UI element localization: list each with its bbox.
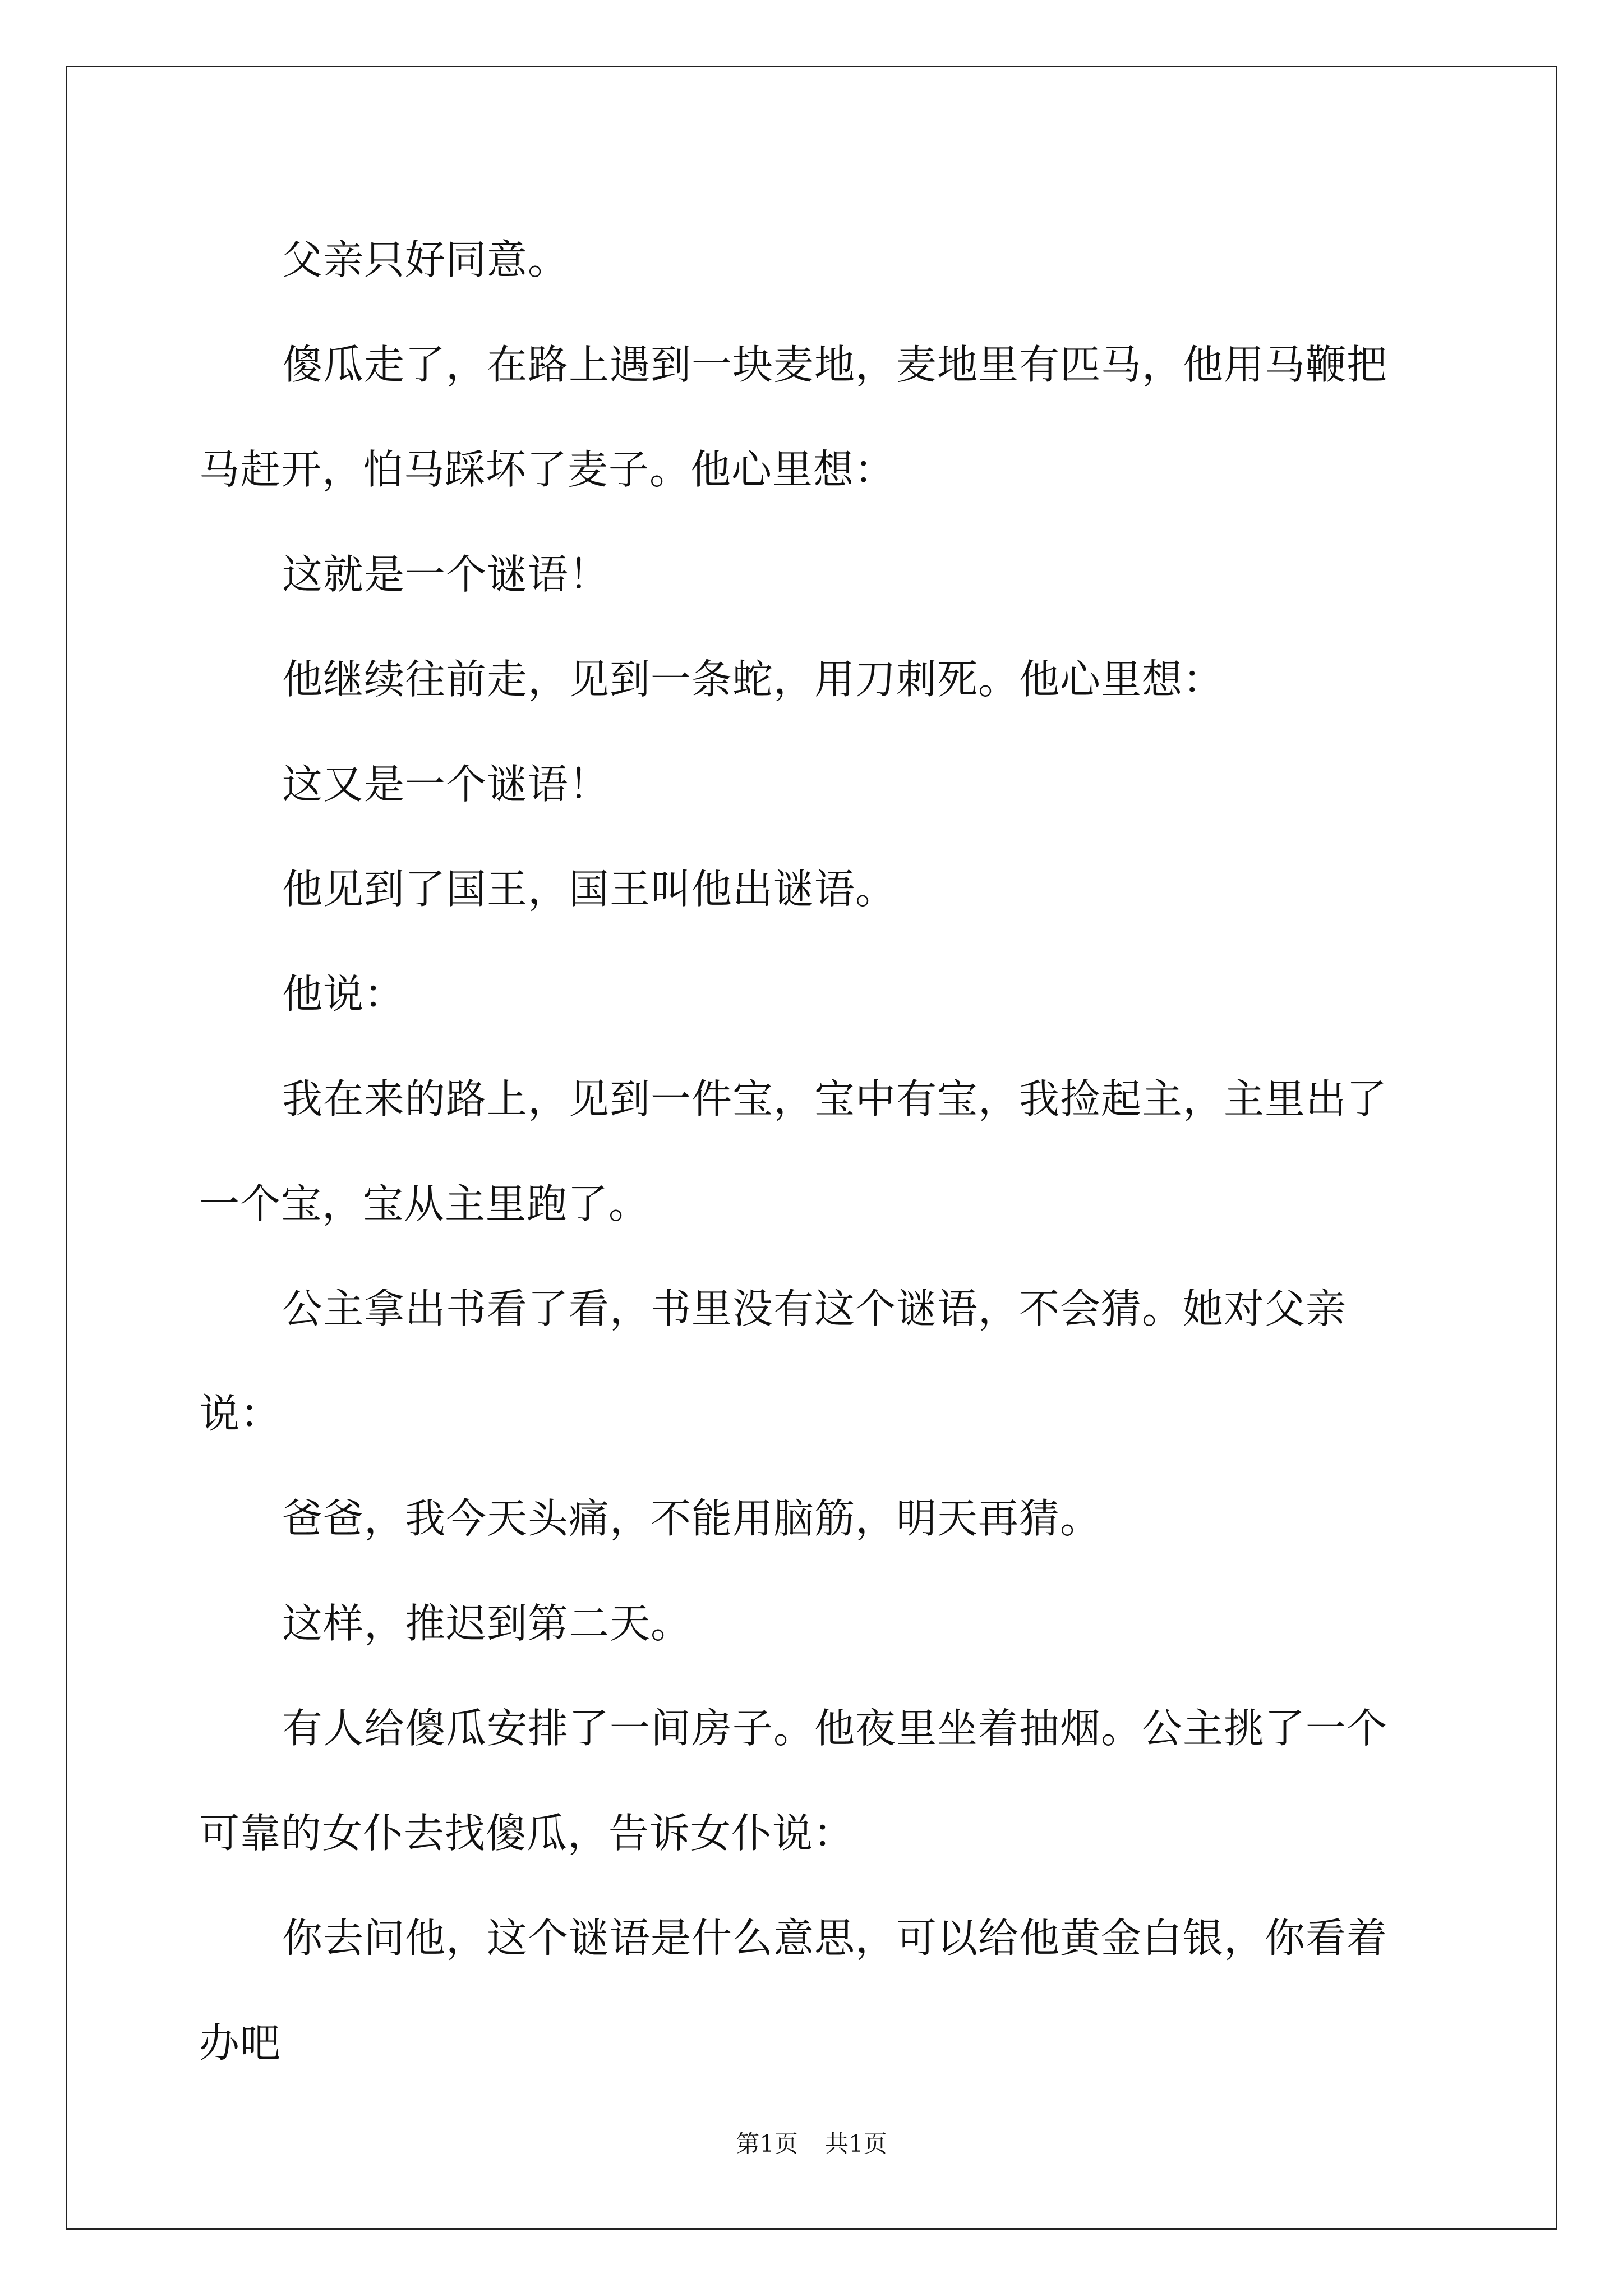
paragraph: 这又是一个谜语！ [282,761,610,808]
paragraph: 这就是一个谜语！ [282,551,610,598]
paragraph: 傻瓜走了，在路上遇到一块麦地，麦地里有匹马，他用马鞭把马赶开，怕马踩坏了麦子。他心里想： [199,341,1388,493]
page-number-current: 第1页 [736,2130,798,2157]
paragraph: 有人给傻瓜安排了一间房子。他夜里坐着抽烟。公主挑了一个可靠的女仆去找傻瓜，告诉女仆说： [199,1705,1388,1857]
paragraph: 他说： [282,970,405,1018]
paragraph: 公主拿出书看了看，书里没有这个谜语，不会猜。她对父亲说： [199,1285,1347,1437]
paragraph: 我在来的路上，见到一件宝，宝中有宝，我捡起主，主里出了一个宝，宝从主里跑了。 [199,1075,1388,1227]
page-number-total: 共1页 [825,2130,887,2157]
paragraph: 爸爸，我今天头痛，不能用脑筋，明天再猜。 [282,1495,1101,1542]
paragraph: 你去问他，这个谜语是什么意思，可以给他黄金白银，你看着办吧 [199,1915,1388,2067]
paragraph: 他见到了国王，国王叫他出谜语。 [282,866,897,913]
document-body [199,208,1427,2096]
paragraph: 这样，推迟到第二天。 [282,1600,692,1647]
page-footer [0,2127,1623,2161]
paragraph: 父亲只好同意。 [282,236,569,283]
paragraph: 他继续往前走，见到一条蛇，用刀刺死。他心里想： [282,656,1224,703]
